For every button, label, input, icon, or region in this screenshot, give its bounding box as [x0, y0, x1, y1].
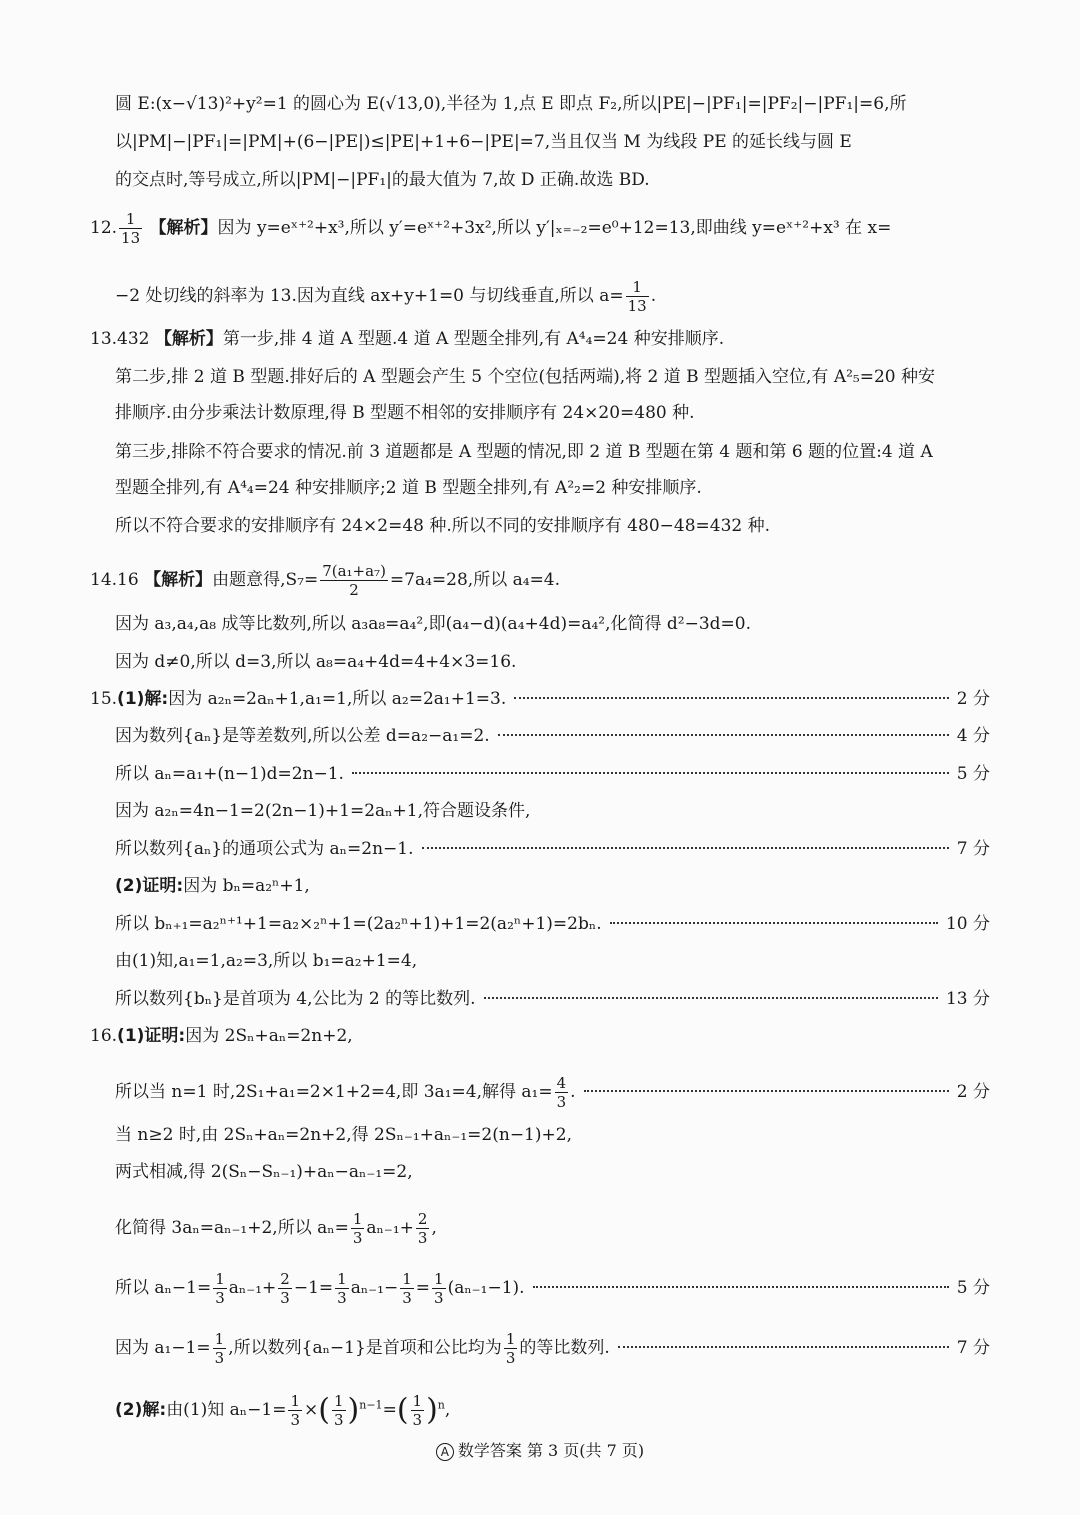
- analysis-tag: 【解析】: [149, 218, 218, 238]
- fraction: $\frac{2}{3}$: [280, 1270, 290, 1307]
- analysis-tag: 【解析】: [154, 329, 223, 349]
- page-footer: [0, 1438, 1080, 1461]
- fraction: $\frac{1}{3}$: [402, 1270, 412, 1307]
- q16-line-5: 化简得 3aₙ=aₙ₋₁+2,所以 aₙ= $\frac{1}{3}$ aₙ₋₁+ $\frac{2}{3}$ ,: [115, 1210, 437, 1247]
- q13-line-6: 所以不符合要求的安排顺序有 24×2=48 种.所以不同的安排顺序有 480−48=432 种.: [115, 516, 771, 536]
- q15-line-4: 因为 a₂ₙ=4n−1=2(2n−1)+1=2aₙ+1,符合题设条件,: [115, 801, 531, 821]
- fraction: $\frac{1}{3}$: [434, 1270, 444, 1307]
- q13-line-1: 13.432 【解析】第一步,排 4 道 A 型题.4 道 A 型题全排列,有 A⁴₄=24 种安排顺序.: [90, 329, 725, 349]
- q11-line-3: 的交点时,等号成立,所以|PM|−|PF₁|的最大值为 7,故 D 正确.故选 BD.: [115, 170, 650, 190]
- q16-line-7: 因为 a₁−1= $\frac{1}{3}$ ,所以数列{aₙ−1}是首项和公比均为 $\frac{1}{3}$ 的等比数列. 7 分: [115, 1330, 990, 1367]
- q14-line-2: 因为 a₃,a₄,a₈ 成等比数列,所以 a₃a₈=a₄²,即(a₄−d)(a₄+4d)=a₄²,化简得 d²−3d=0.: [115, 614, 752, 634]
- q14-line-3: 因为 d≠0,所以 d=3,所以 a₈=a₄+4d=4+4×3=16.: [115, 652, 517, 672]
- score-mark: 2 分: [956, 1082, 990, 1102]
- fraction: $\frac{1}{3}$: [505, 1330, 516, 1367]
- q16-line-6: 所以 aₙ−1= $\frac{1}{3}$ aₙ₋₁+ $\frac{2}{3}$ −1= $\frac{1}{3}$ aₙ₋₁− $\frac{1}{3}$ = $\frac{1}{3}$ (aₙ₋₁−1). 5 分: [115, 1270, 990, 1307]
- q12-text: 因为 y=eˣ⁺²+x³,所以 y′=eˣ⁺²+3x²,所以 y′|ₓ₌₋₂=e⁰+12=13,即曲线 y=eˣ⁺²+x³ 在 x=: [217, 218, 892, 238]
- q16-line-2: 所以当 n=1 时,2S₁+a₁=2×1+2=4,即 3a₁=4,解得 a₁= $\frac{4}{3}$ . 2 分: [115, 1074, 990, 1111]
- dot-leader: [610, 922, 938, 924]
- q15-line-9: 所以数列{bₙ}是首项为 4,公比为 2 的等比数列. 13 分: [115, 989, 990, 1009]
- proof-tag: 证明:: [142, 876, 184, 896]
- q11-line-1: 圆 E:(x−√13)²+y²=1 的圆心为 E(√13,0),半径为 1,点 E 即点 F₂,所以|PE|−|PF₁|=|PF₂|−|PF₁|=6,所: [115, 94, 907, 114]
- score-mark: 5 分: [956, 1278, 990, 1298]
- q15-line-7: 所以 bₙ₊₁=a₂ⁿ⁺¹+1=a₂×₂ⁿ+1=(2a₂ⁿ+1)+1=2(a₂ⁿ+1)=2bₙ. 10 分: [115, 914, 990, 934]
- q13-line-5: 型题全排列,有 A⁴₄=24 种安排顺序;2 道 B 型题全排列,有 A²₂=2 种安排顺序.: [115, 478, 702, 498]
- q12-number: 12.: [90, 218, 118, 238]
- q13-line-3: 排顺序.由分步乘法计数原理,得 B 型题不相邻的安排顺序有 24×20=480 种.: [115, 403, 695, 423]
- proof-tag: 证明:: [144, 1026, 186, 1046]
- analysis-tag: 【解析】: [144, 570, 213, 590]
- q11-line-2: 以|PM|−|PF₁|=|PM|+(6−|PE|)≤|PE|+1+6−|PE|=7,当且仅当 M 为线段 PE 的延长线与圆 E: [115, 132, 852, 152]
- q15-line-5: 所以数列{aₙ}的通项公式为 aₙ=2n−1. 7 分: [115, 839, 990, 859]
- q15-number: 15.: [90, 689, 118, 709]
- fraction: $\frac{1}{3}$: [352, 1210, 363, 1247]
- score-mark: 7 分: [956, 1338, 990, 1358]
- q16-line-3: 当 n≥2 时,由 2Sₙ+aₙ=2n+2,得 2Sₙ₋₁+aₙ₋₁=2(n−1)+2,: [115, 1125, 572, 1145]
- score-mark: 10 分: [945, 914, 990, 934]
- dot-leader: [514, 697, 949, 699]
- version-badge: A: [436, 1443, 454, 1461]
- dot-leader: [584, 1090, 949, 1092]
- fraction: $\frac{1}{13}$: [627, 278, 647, 315]
- q15-line-3: 所以 aₙ=a₁+(n−1)d=2n−1. 5 分: [115, 764, 990, 784]
- dot-leader: [618, 1346, 949, 1348]
- q16-line-4: 两式相减,得 2(Sₙ−Sₙ₋₁)+aₙ−aₙ₋₁=2,: [115, 1162, 413, 1182]
- q13-line-2: 第二步,排 2 道 B 型题.排好后的 A 型题会产生 5 个空位(包括两端),将 2 道 B 型题插入空位,有 A²₅=20 种安: [115, 367, 936, 387]
- q15-line-8: 由(1)知,a₁=1,a₂=3,所以 b₁=a₂+1=4,: [115, 951, 418, 971]
- fraction: $\frac{1}{3}$: [215, 1270, 225, 1307]
- score-mark: 2 分: [956, 689, 990, 709]
- q15-line-2: 因为数列{aₙ}是等差数列,所以公差 d=a₂−a₁=2. 4 分: [115, 726, 990, 746]
- solution-tag: 解:: [142, 1400, 167, 1420]
- dot-leader: [533, 1286, 949, 1288]
- solution-tag: 解:: [144, 689, 169, 709]
- q14-number: 14.16: [90, 570, 139, 590]
- q13-line-4: 第三步,排除不符合要求的情况.前 3 道题都是 A 型题的情况,即 2 道 B 型题在第 4 题和第 6 题的位置:4 道 A: [115, 442, 933, 462]
- q12-answer-fraction: $\frac{1}{13}$: [121, 210, 141, 247]
- q15-line-1: 15.(1)解:因为 a₂ₙ=2aₙ+1,a₁=1,所以 a₂=2a₁+1=3. 2 分: [90, 689, 990, 709]
- fraction: $\frac{1}{3}$: [412, 1392, 423, 1429]
- fraction: $\frac{1}{3}$: [214, 1330, 225, 1367]
- score-mark: 4 分: [956, 726, 990, 746]
- dot-leader: [484, 997, 938, 999]
- fraction: $\frac{1}{3}$: [337, 1270, 347, 1307]
- fraction: $\frac{\text{7(a₁+a₇)}}{2}$: [322, 562, 386, 599]
- q16-line-1: 16.(1)证明:因为 2Sₙ+aₙ=2n+2,: [90, 1026, 353, 1046]
- q12-line-1: [90, 210, 990, 247]
- fraction: $\frac{2}{3}$: [417, 1210, 428, 1247]
- q12-line-2: −2 处切线的斜率为 13.因为直线 ax+y+1=0 与切线垂直,所以 a= $\frac{1}{13}$ .: [115, 278, 657, 315]
- dot-leader: [498, 734, 949, 736]
- q15-line-6: (2)证明:因为 bₙ=a₂ⁿ+1,: [115, 876, 310, 896]
- dot-leader: [422, 847, 949, 849]
- fraction: $\frac{1}{3}$: [333, 1392, 344, 1429]
- q16-line-8: (2)解:由(1)知 aₙ−1= $\frac{1}{3}$ ×( $\frac{1}{3}$ )$^{n-1}$=( $\frac{1}{3}$ )$^n$,: [115, 1392, 451, 1429]
- score-mark: 5 分: [956, 764, 990, 784]
- fraction: $\frac{4}{3}$: [556, 1074, 567, 1111]
- q14-line-1: 14.16 【解析】由题意得,S₇= $\frac{\text{7(a₁+a₇)}}{2}$ =7a₄=28,所以 a₄=4.: [90, 562, 561, 599]
- dot-leader: [352, 772, 949, 774]
- q13-number: 13.432: [90, 329, 150, 349]
- q16-number: 16.: [90, 1026, 118, 1046]
- fraction: $\frac{1}{3}$: [290, 1392, 301, 1429]
- page-number-text: 数学答案 第 3 页(共 7 页): [457, 1441, 645, 1460]
- score-mark: 7 分: [956, 839, 990, 859]
- score-mark: 13 分: [945, 989, 990, 1009]
